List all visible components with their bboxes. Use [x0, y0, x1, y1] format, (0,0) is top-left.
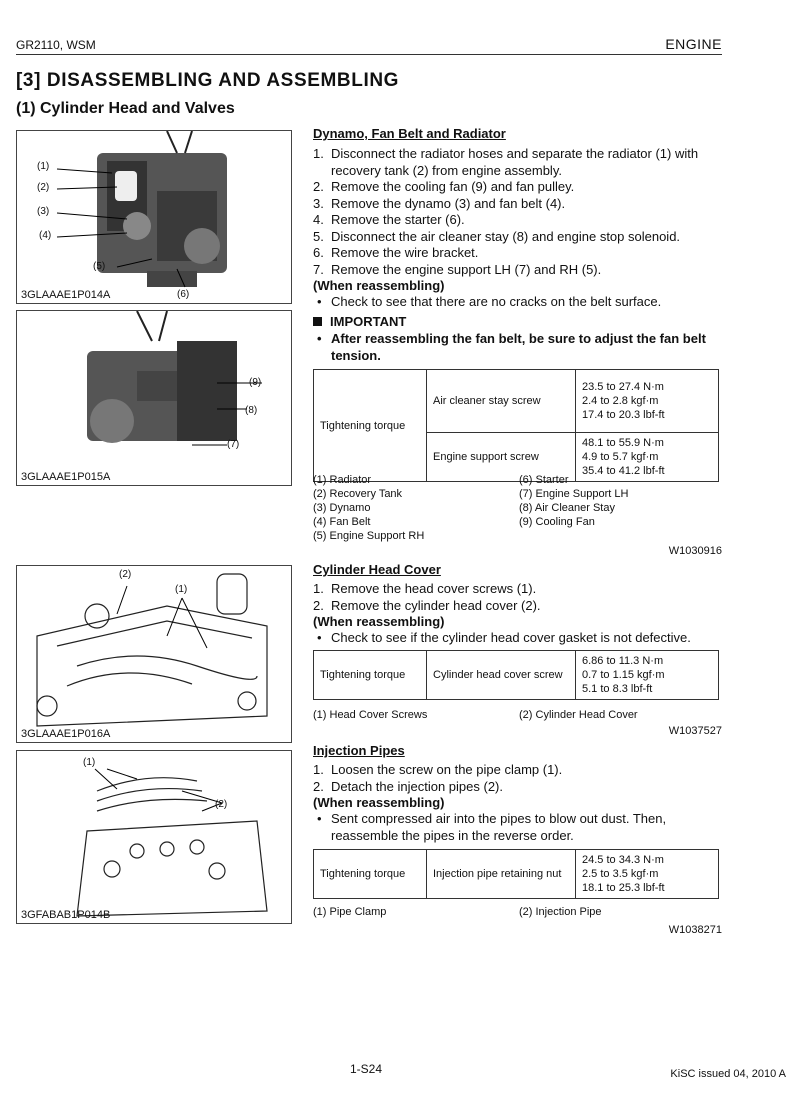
fig1-label-3: (3) [37, 206, 50, 217]
torque-label: Tightening torque [314, 651, 427, 700]
list-item: 2. Detach the injection pipes (2). [313, 778, 503, 794]
figure-code: 3GLAAAE1P016A [21, 728, 111, 740]
torque-item: Injection pipe retaining nut [427, 850, 576, 899]
dynamo-code: W1030916 [668, 545, 722, 557]
figure-engine-rear [16, 310, 292, 486]
table-row [314, 651, 719, 700]
list-item: 7. Remove the engine support LH (7) and RH (5). [313, 261, 602, 277]
head-cover-torque-table [313, 650, 719, 700]
fig1-label-5: (5) [93, 261, 106, 272]
fig3-label-2: (2) [119, 569, 132, 580]
fig1-label-2: (2) [37, 182, 50, 193]
injection-when-reassembling: (When reassembling) [313, 795, 445, 810]
torque-label: Tightening torque [314, 370, 427, 482]
head-cover-code: W1037527 [668, 725, 722, 737]
fig2-label-9: (9) [249, 377, 262, 388]
injection-legend-right: (2) Injection Pipe [519, 906, 602, 918]
dynamo-section-title: Dynamo, Fan Belt and Radiator [313, 126, 506, 141]
figure-injection-pipes [16, 750, 292, 924]
engine-front-illustration [17, 131, 291, 303]
head-cover-section-title: Cylinder Head Cover [313, 562, 441, 577]
injection-pipes-illustration [17, 751, 291, 923]
fig1-label-6: (6) [177, 289, 190, 300]
head-cover-when-reassembling: (When reassembling) [313, 614, 445, 629]
dynamo-check-bullet: • Check to see that there are no cracks on the belt surface. [313, 294, 723, 311]
fig4-label-2: (2) [215, 799, 228, 810]
figure-code: 3GLAAAE1P015A [21, 471, 111, 483]
list-item: 3. Remove the dynamo (3) and fan belt (4). [313, 195, 566, 211]
list-item: 4. Remove the starter (6). [313, 212, 465, 227]
important-square-icon [313, 317, 322, 326]
important-heading: IMPORTANT [313, 314, 406, 329]
injection-code: W1038271 [668, 924, 722, 936]
issue-note: KiSC issued 04, 2010 A [670, 1068, 786, 1080]
subsection-title: (1) Cylinder Head and Valves [16, 100, 235, 117]
list-item: 6. Remove the wire bracket. [313, 245, 479, 260]
figure-code: 3GLAAAE1P014A [21, 289, 111, 301]
list-item: 1. Disconnect the radiator hoses and separate the radiator (1) with recovery tank (2) from engine assembly. [313, 146, 699, 178]
list-item: 2. Remove the cooling fan (9) and fan pulley. [313, 179, 575, 194]
section-title: [3] DISASSEMBLING AND ASSEMBLING [16, 70, 400, 91]
header-divider [16, 54, 722, 55]
injection-torque-table [313, 849, 719, 899]
list-item: 1. Loosen the screw on the pipe clamp (1). [313, 762, 563, 777]
head-cover-legend-right: (2) Cylinder Head Cover [519, 709, 638, 721]
dynamo-legend-left: (1) Radiator (2) Recovery Tank (3) Dynamo (4) Fan Belt (5) Engine Support RH [313, 474, 425, 542]
head-cover-bullet: • Check to see if the cylinder head cover gasket is not defective. [313, 630, 723, 647]
fig1-label-4: (4) [39, 230, 52, 241]
fig2-label-7: (7) [227, 439, 240, 450]
list-item: 1. Remove the head cover screws (1). [313, 581, 537, 596]
torque-label: Tightening torque [314, 850, 427, 899]
injection-legend-left: (1) Pipe Clamp [313, 906, 387, 918]
engine-rear-illustration [17, 311, 291, 485]
torque-values: 48.1 to 55.9 N·m 4.9 to 5.7 kgf·m 35.4 to 41.2 lbf-ft [576, 433, 719, 482]
table-row [314, 850, 719, 899]
dynamo-steps [313, 146, 723, 278]
torque-item: Engine support screw [427, 433, 576, 482]
figure-code: 3GFABAB1P014B [21, 909, 111, 921]
dynamo-when-reassembling: (When reassembling) [313, 278, 445, 293]
fig2-label-8: (8) [245, 405, 258, 416]
header-chapter: ENGINE [665, 36, 722, 52]
fig3-label-1: (1) [175, 584, 188, 595]
list-item: 5. Disconnect the air cleaner stay (8) and engine stop solenoid. [313, 228, 681, 244]
head-cover-illustration [17, 566, 291, 742]
header-model: GR2110, WSM [16, 38, 96, 52]
table-row [314, 370, 719, 433]
figure-engine-front [16, 130, 292, 304]
torque-values: 6.86 to 11.3 N·m 0.7 to 1.15 kgf·m 5.1 to 8.3 lbf-ft [576, 651, 719, 700]
torque-values: 23.5 to 27.4 N·m 2.4 to 2.8 kgf·m 17.4 to 20.3 lbf-ft [576, 370, 719, 433]
head-cover-steps [313, 581, 723, 614]
figure-head-cover [16, 565, 292, 743]
important-bullet: • After reassembling the fan belt, be sure to adjust the fan belt tension. [313, 331, 723, 364]
injection-steps [313, 762, 723, 795]
injection-bullet: • Sent compressed air into the pipes to blow out dust. Then, reassemble the pipes in the reverse order. [313, 811, 723, 844]
torque-item: Air cleaner stay screw [427, 370, 576, 433]
fig4-label-1: (1) [83, 757, 96, 768]
head-cover-legend-left: (1) Head Cover Screws [313, 709, 428, 721]
dynamo-torque-table [313, 369, 719, 482]
list-item: 2. Remove the cylinder head cover (2). [313, 597, 541, 613]
dynamo-legend-right: (6) Starter (7) Engine Support LH (8) Air Cleaner Stay (9) Cooling Fan [519, 474, 629, 528]
fig1-label-1: (1) [37, 161, 50, 172]
torque-values: 24.5 to 34.3 N·m 2.5 to 3.5 kgf·m 18.1 to 25.3 lbf-ft [576, 850, 719, 899]
torque-item: Cylinder head cover screw [427, 651, 576, 700]
injection-section-title: Injection Pipes [313, 743, 405, 758]
page-number: 1-S24 [350, 1062, 383, 1076]
